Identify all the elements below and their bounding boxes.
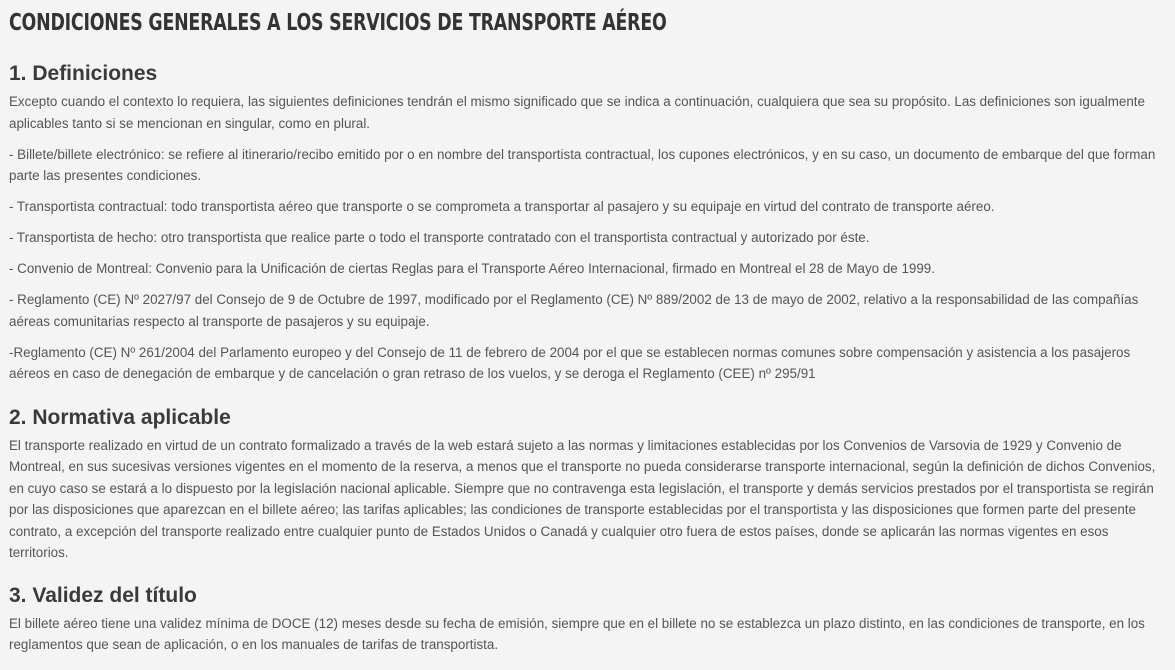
- section-heading-wrap: [9, 404, 1159, 432]
- page-title: CONDICIONES GENERALES A LOS SERVICIOS DE TRANSPORTE AÉREO: [9, 10, 667, 36]
- definition-reglamento-2027-97: - Reglamento (CE) Nº 2027/97 del Consejo de 9 de Octubre de 1997, modificado por el Reglamento (CE) Nº 889/2002 de 13 de mayo de 2002, relativo a la responsabilidad de las compañías aéreas comunitarias respecto al transporte de pasajeros y su equipaje.: [9, 292, 1139, 329]
- definition-convenio-montreal: - Convenio de Montreal: Convenio para la Unificación de ciertas Reglas para el Transporte Aéreo Internacional, firmado en Montreal el 28 de Mayo de 1999.: [9, 261, 935, 276]
- validez-paragraph: El billete aéreo tiene una validez mínima de DOCE (12) meses desde su fecha de emisión, siempre que en el billete no se establezca un plazo distinto, en las condiciones de transporte, en los reglamentos que sean de aplicación, o en los manuales de tarifas de transportista.: [9, 615, 1145, 652]
- section-heading-validez-del-titulo: 3. Validez del título: [9, 583, 197, 607]
- section-heading-wrap: [9, 60, 1159, 88]
- definition-transportista-de-hecho: - Transportista de hecho: otro transportista que realice parte o todo el transporte contratado con el transportista contractual y autorizado por éste.: [9, 230, 870, 245]
- definition-reglamento-261-2004: -Reglamento (CE) Nº 261/2004 del Parlamento europeo y del Consejo de 11 de febrero de 2004 por el que se establecen normas comunes sobre compensación y asistencia a los pasajeros aéreos en caso de denegación de embarque y de cancelación o gran retraso de los vuelos, y se deroga el Reglamento (CEE) nº 295/91: [9, 344, 1131, 381]
- section-validez: [9, 582, 1159, 656]
- normativa-paragraph: El transporte realizado en virtud de un contrato formalizado a través de la web estará sujeto a las normas y limitaciones establecidas por los Convenios de Varsovia de 1929 y Convenio de Montreal, en sus sucesivas versiones vigentes en el momento de la reserva, a menos que el transporte no pueda considerarse transporte internacional, según la definición de dichos Convenios, en cuyo caso se estará a lo dispuesto por la legislación nacional aplicable. Siempre que no contravenga esta legislación, el transporte y demás servicios prestados por el transportista se regirán por las disposiciones que aparezcan en el billete aéreo; las tarifas aplicables; las condiciones de transporte establecidas por el transportista y las disposiciones que formen parte del presente contrato, a excepción del transporte realizado entre cualquier punto de Estados Unidos o Canadá y cualquier otro fuera de estos países, donde se aplicarán las normas vigentes en esos territorios.: [9, 437, 1156, 560]
- definition-transportista-contractual: - Transportista contractual: todo transportista aéreo que transporte o se comprometa a transportar al pasajero y su equipaje en virtud del contrato de transporte aéreo.: [9, 199, 995, 214]
- section-definitions: [9, 60, 1159, 385]
- section-heading-definiciones: 1. Definiciones: [9, 62, 158, 85]
- definitions-intro-paragraph: Excepto cuando el contexto lo requiera, las siguientes definiciones tendrán el mismo significado que se indica a continuación, cualquiera que sea su propósito. Las definiciones son igualmente aplicables tanto si se mencionan en singular, como en plural.: [9, 94, 1145, 131]
- section-heading-normativa-aplicable: 2. Normativa aplicable: [9, 405, 231, 429]
- section-normativa: [9, 404, 1159, 564]
- definition-billete: - Billete/billete electrónico: se refiere al itinerario/recibo emitido por o en nombre del transportista contractual, los cupones electrónicos, y en su caso, un documento de embarque del que forman parte las presentes condiciones.: [9, 146, 1156, 183]
- section-heading-wrap: [9, 582, 1159, 610]
